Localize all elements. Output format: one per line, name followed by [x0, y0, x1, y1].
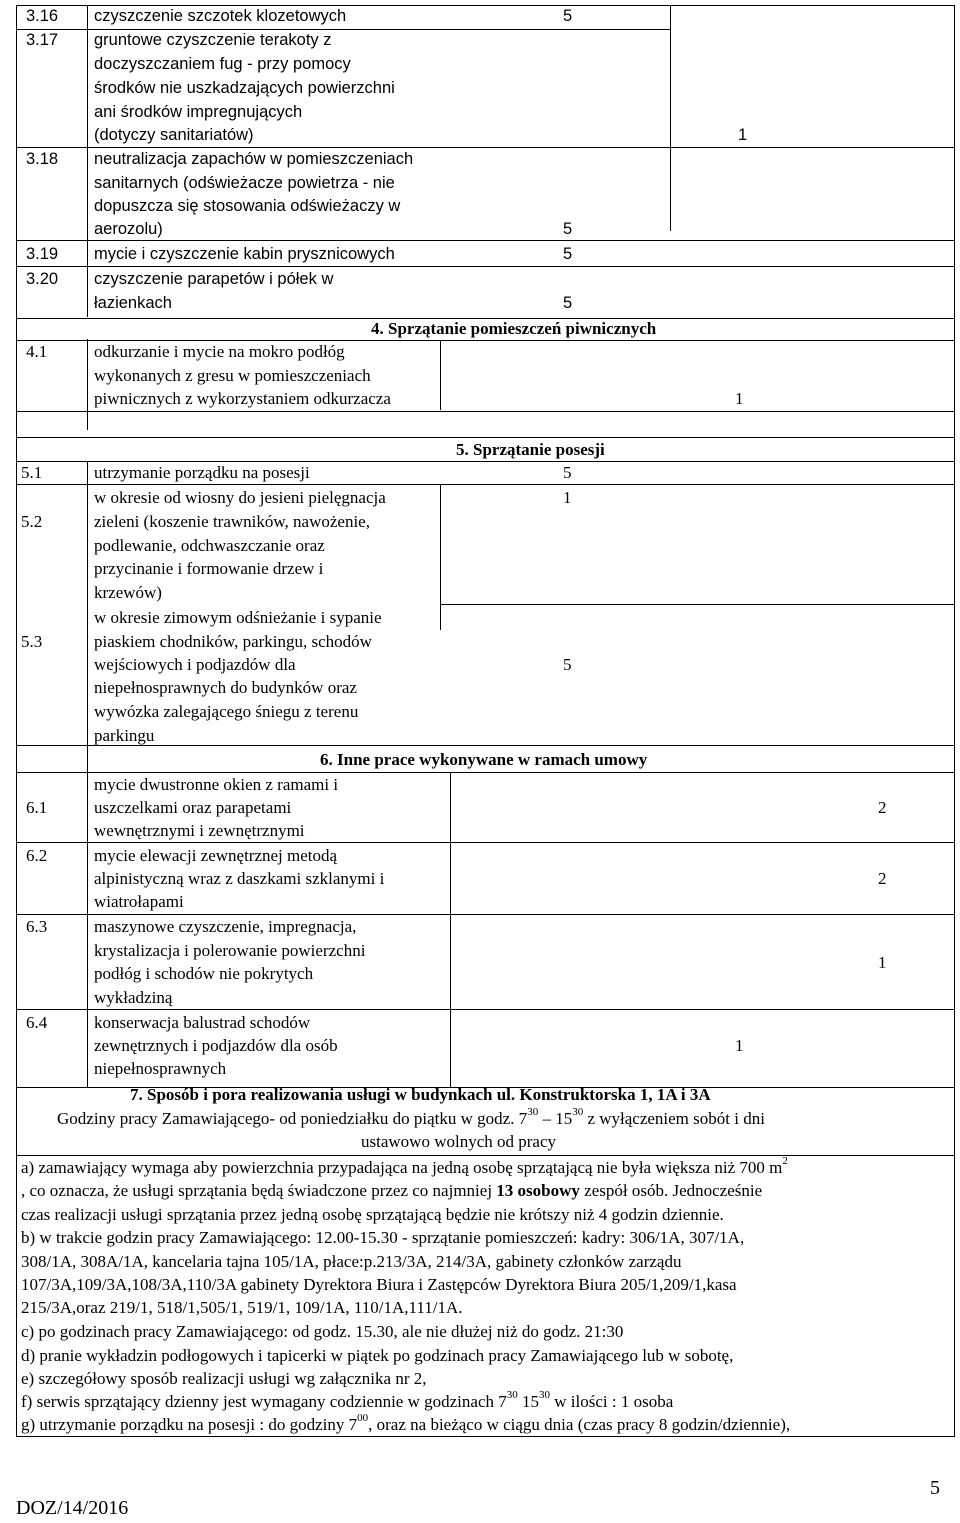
row-description-line: uszczelkami oraz parapetami: [94, 798, 292, 817]
note-f-line: f) serwis sprzątający dzienny jest wymagany codziennie w godzinach $7^{30}$ $15^{30}$ w ilości : 1 osoba: [21, 1389, 674, 1411]
row-frequency: 1: [735, 1036, 744, 1055]
row-description-line: aerozolu): [94, 220, 163, 238]
row-number: 3.16: [26, 7, 59, 25]
row-number: 3.20: [26, 270, 59, 288]
note-d-line: d) pranie wykładzin podłogowych i tapicerki w piątek po godzinach pracy Zamawiającego lub w sobotę,: [21, 1346, 734, 1365]
row-frequency: 5: [563, 220, 573, 238]
row-description-line: sanitarnych (odświeżacze powietrza - nie: [94, 174, 395, 192]
row-description-line: alpinistyczną wraz z daszkami szklanymi i: [94, 869, 385, 888]
note-e-line: e) szczegółowy sposób realizacji usługi wg załącznika nr 2,: [21, 1369, 427, 1388]
note-c-line: c) po godzinach pracy Zamawiającego: od godz. 15.30, ale nie dłużej niż do godz. 21:30: [21, 1322, 624, 1341]
row-description-line: dopuszcza się stosowania odświeżaczy w: [94, 197, 401, 215]
row-description-line: ani środków impregnujących: [94, 103, 303, 121]
row-description-line: podłóg i schodów nie pokrytych: [94, 964, 314, 983]
working-hours-line: Godziny pracy Zamawiającego- od poniedziałku do piątku w godz. $7^{30} - 15^{30}$ z wyłączeniem sobót i dni: [57, 1106, 765, 1128]
row-description-line: mycie dwustronne okien z ramami i: [94, 775, 339, 794]
row-number: 5.3: [21, 632, 43, 651]
row-number: 6.2: [26, 846, 48, 865]
section-7-heading: 7. Sposób i pora realizowania usługi w budynkach ul. Konstruktorska 1, 1A i 3A: [130, 1085, 711, 1104]
row-number: 5.2: [21, 512, 43, 531]
row-description-line: wywózka zalegającego śniegu z terenu: [94, 702, 359, 721]
row-description-line: neutralizacja zapachów w pomieszczeniach: [94, 150, 414, 168]
row-description-line: mycie elewacji zewnętrznej metodą: [94, 846, 338, 865]
row-description-line: piwnicznych z wykorzystaniem odkurzacza: [94, 389, 391, 408]
note-a-line: a) zamawiający wymaga aby powierzchnia przypadająca na jedną osobę sprzątającą nie była większa niż 700 $m^2$: [21, 1155, 788, 1177]
note-a-line: czas realizacji usługi sprzątania przez jedną osobę sprzątającą będzie nie krótszy niż 4 godzin dziennie.: [21, 1205, 724, 1224]
row-number: 3.19: [26, 245, 59, 263]
row-description-line: wewnętrznymi i zewnętrznymi: [94, 821, 305, 840]
row-frequency: 5: [563, 245, 573, 263]
section-5-heading: 5. Sprzątanie posesji: [456, 440, 605, 459]
row-description: czyszczenie szczotek klozetowych: [94, 7, 347, 25]
section-6-heading: 6. Inne prace wykonywane w ramach umowy: [320, 750, 648, 769]
row-description: utrzymanie porządku na posesji: [94, 463, 310, 482]
row-description-line: przycinanie i formowanie drzew i: [94, 559, 324, 578]
note-b-line: b) w trakcie godzin pracy Zamawiającego: 12.00-15.30 - sprzątanie pomieszczeń: kadry: 306/1A, 307/1A,: [21, 1228, 745, 1247]
row-description-line: wejściowych i podjazdów dla: [94, 655, 296, 674]
row-number: 5.1: [21, 463, 43, 482]
row-description-line: parkingu: [94, 726, 155, 745]
document-id: DOZ/14/2016: [16, 1497, 129, 1519]
row-number: 6.4: [26, 1013, 48, 1032]
row-description-line: (dotyczy sanitariatów): [94, 126, 254, 144]
row-description-line: krystalizacja i polerowanie powierzchni: [94, 941, 366, 960]
note-a-line: , co oznacza, że usługi sprzątania będą świadczone przez co najmniej 13 osobowy zespół osób. Jednocześnie: [21, 1181, 763, 1200]
row-frequency: 5: [563, 463, 572, 482]
row-description-line: odkurzanie i mycie na mokro podłóg: [94, 342, 345, 361]
section-4-heading: 4. Sprzątanie pomieszczeń piwnicznych: [371, 319, 657, 338]
row-description-line: krzewów): [94, 583, 162, 602]
row-description-line: czyszczenie parapetów i półek w: [94, 270, 334, 288]
note-b-line: 308/1A, 308A/1A, kancelaria tajna 105/1A, płace:p.213/3A, 214/3A, gabinety członków zarządu: [21, 1252, 682, 1271]
page-number: 5: [930, 1477, 940, 1499]
row-description-line: w okresie zimowym odśnieżanie i sypanie: [94, 608, 382, 627]
row-frequency: 1: [738, 126, 748, 144]
note-b-line: 215/3A,oraz 219/1, 518/1,505/1, 519/1, 109/1A, 110/1A,111/1A.: [21, 1298, 463, 1317]
row-description-line: wykładziną: [94, 988, 173, 1007]
row-description-line: zieleni (koszenie trawników, nawożenie,: [94, 512, 370, 531]
row-number: 6.3: [26, 917, 48, 936]
row-description-line: środków nie uszkadzających powierzchni: [94, 79, 395, 97]
row-description: mycie i czyszczenie kabin prysznicowych: [94, 245, 395, 263]
row-description-line: doczyszczaniem fug - przy pomocy: [94, 55, 351, 73]
row-number: 4.1: [26, 342, 48, 361]
row-description-line: niepełnosprawnych do budynków oraz: [94, 678, 357, 697]
row-description-line: zewnętrznych i podjazdów dla osób: [94, 1036, 338, 1055]
row-frequency: 5: [563, 7, 573, 25]
row-description-line: podlewanie, odchwaszczanie oraz: [94, 536, 325, 555]
row-description-line: niepełnosprawnych: [94, 1059, 227, 1078]
row-frequency: 1: [878, 953, 887, 972]
note-b-line: 107/3A,109/3A,108/3A,110/3A gabinety Dyrektora Biura i Zastępców Dyrektora Biura 205/1,209/1,kasa: [21, 1275, 737, 1294]
row-number: 6.1: [26, 798, 48, 817]
working-hours-line-2: ustawowo wolnych od pracy: [361, 1132, 556, 1151]
row-description-line: łazienkach: [94, 294, 172, 312]
row-frequency: 2: [878, 869, 887, 888]
row-description-line: konserwacja balustrad schodów: [94, 1013, 311, 1032]
row-description-line: gruntowe czyszczenie terakoty z: [94, 31, 332, 49]
row-description-line: w okresie od wiosny do jesieni pielęgnacja: [94, 488, 386, 507]
row-frequency: 1: [735, 389, 744, 408]
row-description-line: wykonanych z gresu w pomieszczeniach: [94, 366, 371, 385]
row-frequency: 2: [878, 798, 887, 817]
row-description-line: maszynowe czyszczenie, impregnacja,: [94, 917, 357, 936]
row-description-line: wiatrołapami: [94, 892, 184, 911]
row-number: 3.17: [26, 31, 59, 49]
row-frequency: 1: [563, 488, 572, 507]
note-g-line: g) utrzymanie porządku na posesji : do godziny $7^{00}$, oraz na bieżąco w ciągu dnia (czas pracy 8 godzin/dziennie),: [21, 1412, 791, 1434]
row-description-line: piaskiem chodników, parkingu, schodów: [94, 632, 372, 651]
row-number: 3.18: [26, 150, 59, 168]
row-frequency: 5: [563, 655, 572, 674]
row-frequency: 5: [563, 294, 573, 312]
